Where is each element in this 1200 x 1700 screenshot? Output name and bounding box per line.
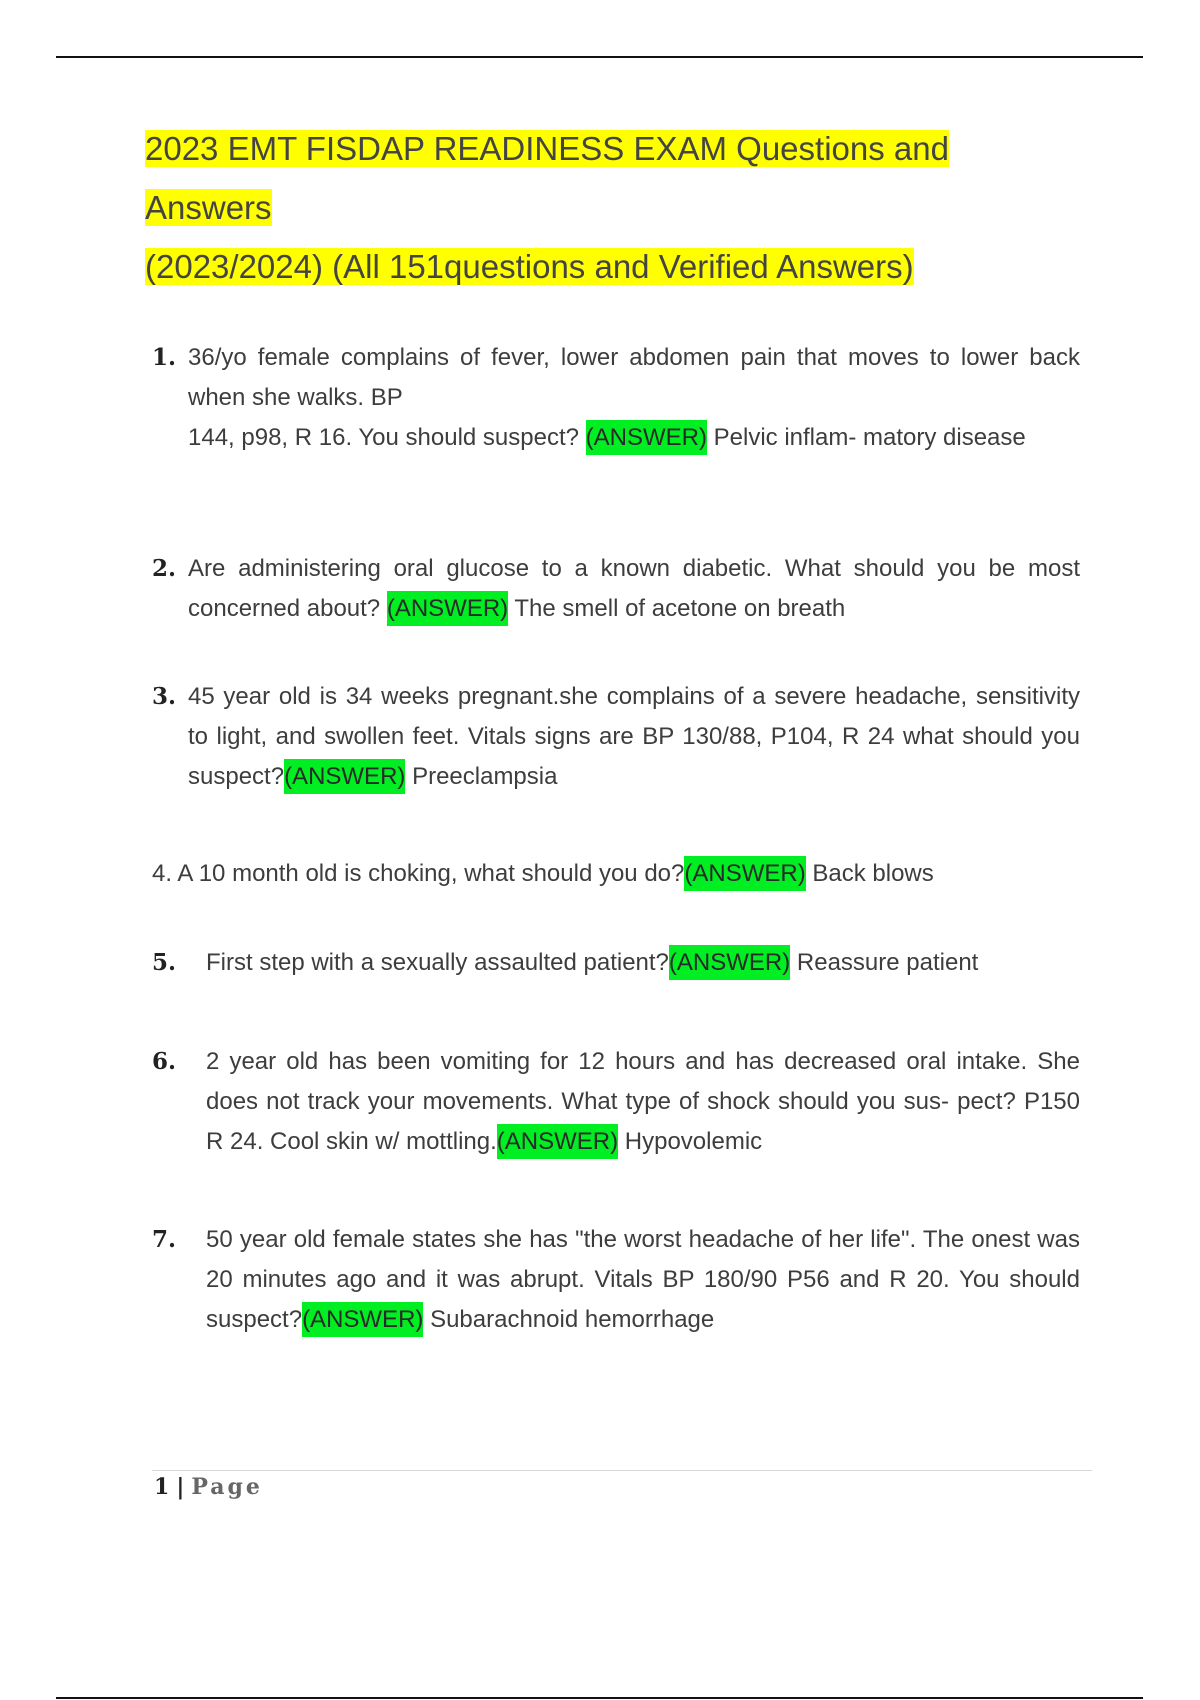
page-footer bbox=[154, 1474, 263, 1500]
question-3 bbox=[152, 677, 1080, 797]
answer-text: Back blows bbox=[812, 860, 934, 887]
title-line-2: (2023/2024) (All 151questions and Verified Answers) bbox=[145, 248, 914, 285]
question-text: First step with a sexually assaulted patient? bbox=[206, 949, 669, 976]
question-number: 5. bbox=[152, 949, 177, 976]
answer-tag: (ANSWER) bbox=[684, 856, 805, 891]
answer-text: Reassure patient bbox=[796, 949, 979, 976]
question-text: 50 year old female states she has "the worst headache of her life". The onest was 20 minutes ago and it was abrupt. Vitals BP 180/90 P56 and R 20. You should suspect? bbox=[206, 1226, 1080, 1333]
question-7 bbox=[152, 1220, 1080, 1340]
answer-text: Hypovolemic bbox=[624, 1128, 763, 1155]
question-number: 6. bbox=[152, 1048, 177, 1075]
question-number: 2. bbox=[152, 555, 177, 582]
answer-text: The smell of acetone on breath bbox=[514, 595, 846, 622]
document-title bbox=[145, 119, 1065, 296]
question-text: Are administering oral glucose to a known diabetic. What should you be most concerned about? bbox=[188, 555, 1080, 622]
answer-tag: (ANSWER) bbox=[669, 945, 790, 980]
answer-tag: (ANSWER) bbox=[387, 591, 508, 626]
question-1 bbox=[152, 338, 1080, 458]
question-text: 45 year old is 34 weeks pregnant.she complains of a severe headache, sensitivity to light, and swollen feet. Vitals signs are BP 130/88, P104, R 24 what should you suspect? bbox=[188, 683, 1080, 790]
top-rule bbox=[56, 56, 1143, 58]
question-2 bbox=[152, 549, 1080, 629]
answer-text: Preeclampsia bbox=[412, 763, 558, 790]
answer-tag: (ANSWER) bbox=[302, 1302, 423, 1337]
question-number: 1. bbox=[152, 344, 177, 371]
answer-text: Pelvic inflam- matory disease bbox=[713, 424, 1026, 451]
question-number: 7. bbox=[152, 1226, 177, 1253]
title-line-1: 2023 EMT FISDAP READINESS EXAM Questions and Answers bbox=[145, 130, 949, 226]
question-4 bbox=[152, 854, 934, 894]
answer-tag: (ANSWER) bbox=[284, 759, 405, 794]
page-label: Page bbox=[191, 1474, 263, 1500]
question-6 bbox=[152, 1042, 1080, 1162]
question-text-cont: 144, p98, R 16. You should suspect? bbox=[188, 424, 586, 451]
answer-text: Subarachnoid hemorrhage bbox=[430, 1306, 715, 1333]
page-number: 1 bbox=[154, 1474, 170, 1500]
question-number: 3. bbox=[152, 683, 177, 710]
question-text: 4. A 10 month old is choking, what should you do? bbox=[152, 860, 685, 887]
answer-tag: (ANSWER) bbox=[586, 420, 707, 455]
answer-tag: (ANSWER) bbox=[497, 1124, 618, 1159]
footer-separator: | bbox=[176, 1474, 185, 1500]
question-5 bbox=[152, 943, 1080, 983]
footer-rule bbox=[152, 1470, 1092, 1471]
bottom-rule bbox=[56, 1697, 1143, 1699]
question-text: 36/yo female complains of fever, lower abdomen pain that moves to lower back when she walks. BP bbox=[188, 344, 1080, 411]
question-text: 2 year old has been vomiting for 12 hours and has decreased oral intake. She does not track your movements. What type of shock should you sus- pect? P150 R 24. Cool skin w/ mottling. bbox=[206, 1048, 1080, 1155]
